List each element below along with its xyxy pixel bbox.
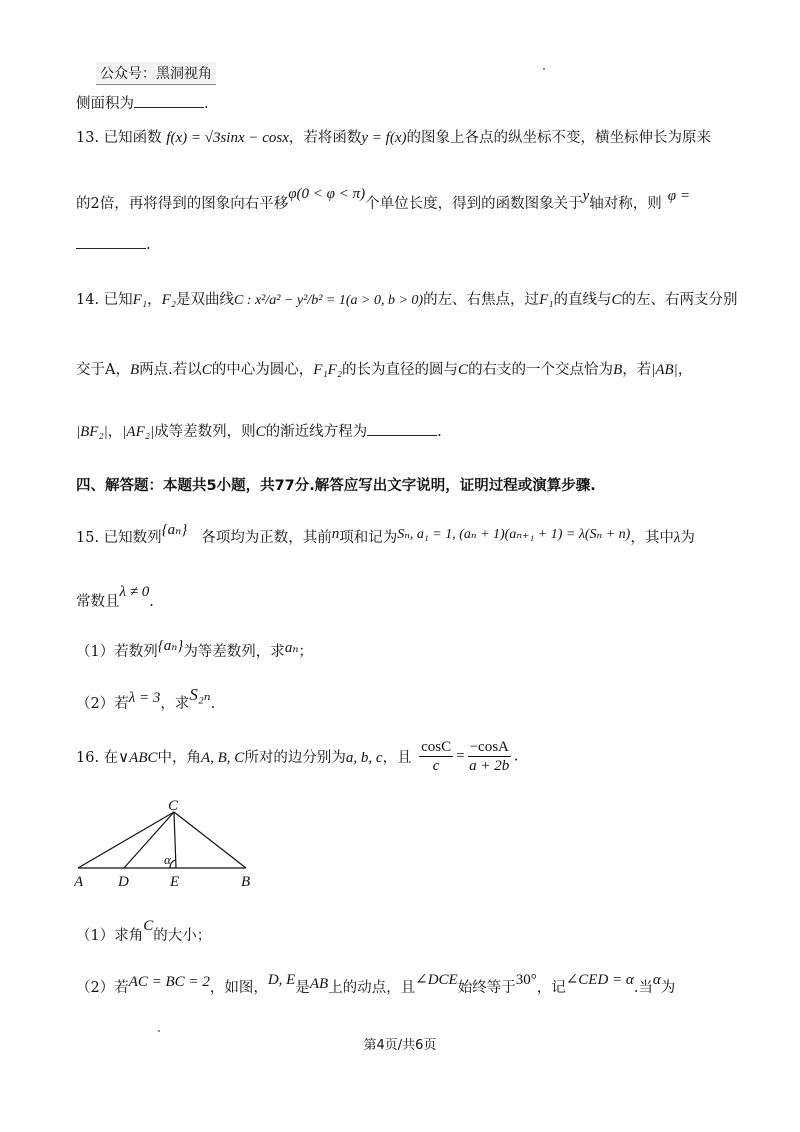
q15-part1-end: ； [298, 644, 313, 660]
q14-formula-c: C [458, 362, 469, 378]
q16-number: 16. 在 [76, 750, 119, 766]
q13-line1 [76, 126, 711, 147]
q15-part2-label: （2）若 [76, 696, 129, 712]
q12-tail-text: 侧面积为 [76, 96, 134, 112]
q14-line3 [76, 420, 442, 441]
q13-end: . [146, 237, 151, 253]
q15-text: 为等差数列，求 [183, 644, 285, 660]
q15-part1 [76, 640, 313, 661]
q14-formula-bf2: |BF₂| [76, 424, 108, 440]
q15-end: . [149, 594, 154, 610]
q16-text: ，记 [536, 980, 566, 996]
q14-text: 的直线与 [553, 292, 612, 308]
q16-formula-angle-dce: ∠DCE [415, 972, 458, 988]
q15-number: 15. 已知数列 [76, 530, 162, 546]
q15-formula-seq: {aₙ} [161, 522, 188, 538]
q16-text: .当 [633, 980, 653, 996]
q15-line2 [76, 584, 154, 611]
q14-line2 [76, 358, 692, 379]
q13-formula-fx: f(x) = √3sinx − cosx [166, 130, 289, 146]
q16-part1-label: （1）求角 [76, 928, 144, 944]
q13-text: 的2倍，再将得到的图象向右平移 [76, 196, 289, 212]
page-footer: 第4页/共6页 [363, 1038, 437, 1053]
q14-text: ， [147, 292, 162, 308]
fraction-denominator: c [432, 758, 440, 774]
q15-formula-lambda-3: λ = 3 [128, 690, 161, 706]
q16-formula-ac-bc: AC = BC = 2 [128, 974, 210, 990]
q14-formula-hyperbola: C : x²/a² − y²/b² = 1(a > 0, b > 0) [233, 293, 424, 308]
q14-formula-c: C [255, 424, 266, 440]
fraction-denominator: a + 2b [469, 758, 510, 774]
scan-speck [543, 68, 545, 70]
q16-text: 中，角 [157, 750, 201, 766]
q15-formula-lambda: λ [673, 530, 681, 546]
q14-text: 两点.若以 [139, 362, 202, 378]
q13-formula-y: y = f(x) [361, 130, 407, 146]
label-b: B [241, 874, 251, 890]
q14-text: ，若 [622, 362, 652, 378]
q12-tail [76, 92, 209, 113]
q13-formula-y-axis: y [582, 188, 590, 204]
q14-text: 的右支的一个交点恰为 [468, 362, 614, 378]
q13-formula-phi-range: φ(0 < φ < π) [288, 186, 366, 202]
q16-text: 所对的边分别为 [244, 750, 346, 766]
q15-formula-seq: {aₙ} [157, 638, 184, 654]
q14-formula-ab: |AB| [651, 362, 678, 378]
section-heading: 四、解答题：本题共5小题，共77分.解答应写出文字说明，证明过程或演算步骤. [76, 478, 596, 494]
q15-part2-end: . [210, 696, 216, 712]
label-a: A [74, 874, 84, 890]
q14-number: 14. 已知 [76, 292, 133, 308]
q14-text: 交于A， [76, 362, 130, 378]
fraction-numerator: cosC [421, 739, 452, 755]
q15-formula-n: n [331, 526, 340, 542]
answer-blank [134, 95, 204, 108]
triangle-figure [74, 800, 274, 890]
q12-tail-end: . [204, 96, 209, 112]
q15-part2 [76, 685, 216, 713]
q16-formula-30deg: 30° [515, 972, 537, 988]
q16-formula-angle-ced: ∠CED = α [565, 972, 634, 988]
q16-text: ，且 [382, 750, 412, 766]
q15-text: 各项均为正数，其前 [201, 530, 332, 546]
q16-formula-sides: a, b, c [345, 750, 383, 766]
q14-text: 的渐近线方程为 [265, 424, 368, 440]
q16-part2 [76, 972, 676, 997]
q16-formula-ab: AB [309, 976, 329, 992]
q14-formula-c: C [201, 362, 212, 378]
q14-text: ， [107, 424, 123, 440]
q16-formula-alpha: α [652, 972, 661, 988]
q14-text: 的长为直径的圆与 [342, 362, 459, 378]
q16-text: 为 [660, 980, 676, 996]
scan-speck [158, 1030, 160, 1032]
q15-formula-an: aₙ [284, 640, 299, 656]
q14-formula-b: B [613, 362, 623, 378]
q13-text: 个单位长度，得到的函数图象关于 [365, 196, 583, 212]
q14-formula-af2: |AF₂| [122, 424, 155, 440]
q13-text: ，若将函数 [288, 130, 362, 146]
q13-text: 轴对称，则 [589, 196, 662, 212]
q16-fraction-right [468, 738, 511, 775]
q16-text: 是 [295, 980, 310, 996]
q14-text: 的中心为圆心， [211, 362, 314, 378]
q16-formula-angles: A, B, C [200, 750, 245, 766]
q14-text: ， [677, 362, 693, 378]
q15-text: ，求 [160, 696, 190, 712]
q14-formula-f1: F₁ [539, 292, 554, 308]
q14-formula-f1: F₁ [132, 292, 148, 308]
q15-formula-recurrence: Sₙ, a₁ = 1, (aₙ + 1)(aₙ₊₁ + 1) = λ(Sₙ + n) [397, 527, 631, 542]
label-alpha: α [164, 852, 171, 867]
q14-text: 的左、右焦点，过 [423, 292, 540, 308]
label-e: E [170, 874, 180, 890]
q16-end: . [513, 748, 519, 765]
q14-text: 是双曲线 [175, 292, 234, 308]
q14-formula-c: C [611, 292, 622, 308]
label-d: D [118, 874, 129, 890]
q16-line1 [76, 738, 518, 775]
q15-formula-lambda-ne-0: λ ≠ 0 [119, 584, 150, 600]
q13-text: 的图象上各点的纵坐标不变，横坐标伸长为原来 [406, 130, 711, 146]
q16-part2-label: （2）若 [76, 980, 129, 996]
fraction-numerator: −cosA [469, 739, 509, 755]
q14-end: . [437, 424, 442, 440]
q13-line3 [76, 236, 151, 253]
q13-formula-phi: φ = [667, 188, 690, 204]
equals-sign: = [456, 748, 465, 764]
q15-line1 [76, 522, 695, 547]
q14-formula-b: B [129, 362, 140, 378]
q15-formula-s2n: S₂ₙ [189, 685, 211, 704]
q16-text: ，如图， [209, 980, 268, 996]
q14-text: 的左、右两支分别 [621, 292, 738, 308]
q14-line1 [76, 288, 737, 309]
q13-number: 13. 已知函数 [76, 130, 162, 146]
q14-text: 成等差数列，则 [154, 424, 256, 440]
q16-formula-c: C [143, 918, 154, 934]
watermark: 公众号：黑洞视角 [96, 62, 216, 85]
q16-text: 始终等于 [457, 980, 516, 996]
answer-blank [367, 423, 437, 436]
q13-line2 [76, 186, 690, 213]
q15-text: 项和记为 [339, 530, 398, 546]
q16-part1 [76, 918, 212, 945]
q16-fraction-left [419, 738, 453, 775]
q14-formula-f2: F₂ [161, 292, 176, 308]
q15-text: ，其中 [630, 530, 674, 546]
side-ca [78, 812, 174, 868]
q16-text: 的大小； [153, 928, 212, 944]
label-c: C [168, 800, 179, 814]
q16-formula-de: D, E [267, 972, 296, 988]
q16-formula-triangle: ∨ABC [118, 750, 158, 766]
side-cb [174, 812, 246, 868]
q15-text: 常数且 [76, 594, 120, 610]
q15-text: 为 [680, 530, 695, 546]
segment-ce [174, 812, 176, 868]
q16-text: 上的动点，且 [328, 980, 416, 996]
q15-part1-label: （1）若数列 [76, 644, 158, 660]
q14-formula-f1f2: F₁F₂ [313, 362, 343, 378]
answer-blank [76, 236, 146, 249]
